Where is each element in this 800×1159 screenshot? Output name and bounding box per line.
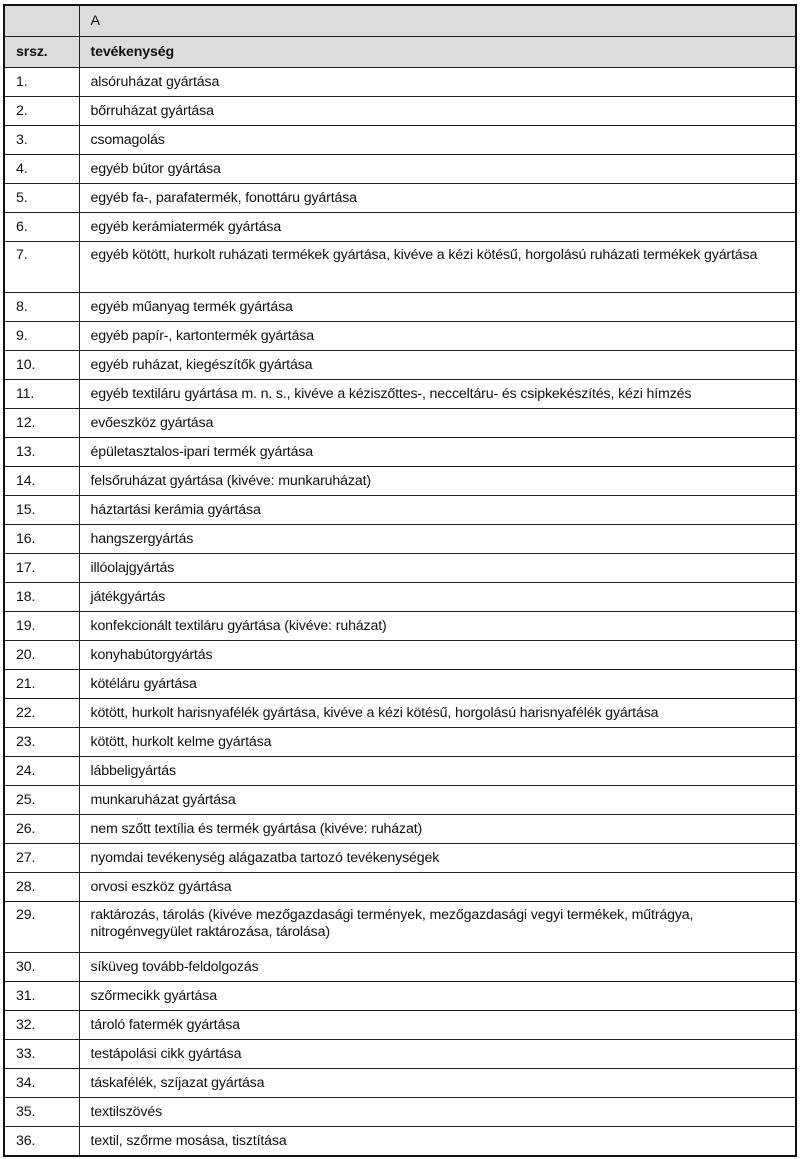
row-activity: textilszövés bbox=[79, 1098, 796, 1127]
row-activity: játékgyártás bbox=[79, 583, 796, 612]
table-row bbox=[4, 1127, 796, 1157]
table-row bbox=[4, 68, 796, 97]
row-activity: táskafélék, szíjazat gyártása bbox=[79, 1069, 796, 1098]
table-row bbox=[4, 213, 796, 242]
row-number: 13. bbox=[4, 438, 79, 467]
table-row bbox=[4, 873, 796, 902]
row-number: 21. bbox=[4, 670, 79, 699]
table-row bbox=[4, 699, 796, 728]
header-number: srsz. bbox=[4, 37, 79, 68]
row-activity: testápolási cikk gyártása bbox=[79, 1040, 796, 1069]
row-number: 33. bbox=[4, 1040, 79, 1069]
row-number: 32. bbox=[4, 1011, 79, 1040]
row-activity: nyomdai tevékenység alágazatba tartozó tevékenységek bbox=[79, 844, 796, 873]
row-activity: lábbeligyártás bbox=[79, 757, 796, 786]
table-row bbox=[4, 844, 796, 873]
row-number: 20. bbox=[4, 641, 79, 670]
row-number: 1. bbox=[4, 68, 79, 97]
row-number: 5. bbox=[4, 184, 79, 213]
row-activity: textil, szőrme mosása, tisztítása bbox=[79, 1127, 796, 1157]
table-row bbox=[4, 293, 796, 322]
row-activity: egyéb bútor gyártása bbox=[79, 155, 796, 184]
table-row bbox=[4, 786, 796, 815]
row-number: 25. bbox=[4, 786, 79, 815]
row-activity: kötött, hurkolt harisnyafélék gyártása, kivéve a kézi kötésű, horgolású harisnyafélék gyártása bbox=[79, 699, 796, 728]
row-number: 24. bbox=[4, 757, 79, 786]
table-row bbox=[4, 554, 796, 583]
row-activity: síküveg tovább-feldolgozás bbox=[79, 953, 796, 982]
header-row bbox=[4, 37, 796, 68]
row-activity: alsóruházat gyártása bbox=[79, 68, 796, 97]
row-activity: épületasztalos-ipari termék gyártása bbox=[79, 438, 796, 467]
column-letter-empty-cell bbox=[4, 5, 79, 37]
row-number: 8. bbox=[4, 293, 79, 322]
table-row bbox=[4, 242, 796, 293]
table-row bbox=[4, 155, 796, 184]
row-activity: csomagolás bbox=[79, 126, 796, 155]
row-number: 27. bbox=[4, 844, 79, 873]
row-activity: tároló fatermék gyártása bbox=[79, 1011, 796, 1040]
row-activity: konyhabútorgyártás bbox=[79, 641, 796, 670]
column-letter-row bbox=[4, 5, 796, 37]
row-number: 6. bbox=[4, 213, 79, 242]
table-row bbox=[4, 728, 796, 757]
table-row bbox=[4, 757, 796, 786]
table-row bbox=[4, 583, 796, 612]
row-number: 18. bbox=[4, 583, 79, 612]
row-number: 10. bbox=[4, 351, 79, 380]
row-activity: háztartási kerámia gyártása bbox=[79, 496, 796, 525]
row-number: 4. bbox=[4, 155, 79, 184]
row-number: 16. bbox=[4, 525, 79, 554]
table-row bbox=[4, 953, 796, 982]
row-activity: szőrmecikk gyártása bbox=[79, 982, 796, 1011]
table-row bbox=[4, 1040, 796, 1069]
table-row bbox=[4, 982, 796, 1011]
row-activity: felsőruházat gyártása (kivéve: munkaruházat) bbox=[79, 467, 796, 496]
row-number: 9. bbox=[4, 322, 79, 351]
row-activity: egyéb ruházat, kiegészítők gyártása bbox=[79, 351, 796, 380]
activity-table-container bbox=[3, 4, 795, 1157]
column-letter-cell: A bbox=[79, 5, 796, 37]
activity-table bbox=[3, 4, 797, 1157]
table-row bbox=[4, 351, 796, 380]
row-activity: egyéb fa-, parafatermék, fonottáru gyártása bbox=[79, 184, 796, 213]
row-number: 28. bbox=[4, 873, 79, 902]
row-number: 35. bbox=[4, 1098, 79, 1127]
table-row bbox=[4, 612, 796, 641]
row-activity: munkaruházat gyártása bbox=[79, 786, 796, 815]
row-activity: egyéb papír-, kartontermék gyártása bbox=[79, 322, 796, 351]
row-activity: konfekcionált textiláru gyártása (kivéve: ruházat) bbox=[79, 612, 796, 641]
row-activity: hangszergyártás bbox=[79, 525, 796, 554]
table-row bbox=[4, 496, 796, 525]
table-row bbox=[4, 97, 796, 126]
row-activity: orvosi eszköz gyártása bbox=[79, 873, 796, 902]
row-number: 29. bbox=[4, 902, 79, 953]
row-number: 19. bbox=[4, 612, 79, 641]
row-number: 3. bbox=[4, 126, 79, 155]
table-row bbox=[4, 1069, 796, 1098]
row-activity: nem szőtt textília és termék gyártása (kivéve: ruházat) bbox=[79, 815, 796, 844]
row-activity: egyéb kötött, hurkolt ruházati termékek gyártása, kivéve a kézi kötésű, horgolású ruházati termékek gyártása bbox=[79, 242, 796, 293]
row-number: 36. bbox=[4, 1127, 79, 1157]
table-row bbox=[4, 641, 796, 670]
row-number: 7. bbox=[4, 242, 79, 293]
table-row bbox=[4, 1011, 796, 1040]
row-number: 30. bbox=[4, 953, 79, 982]
row-number: 11. bbox=[4, 380, 79, 409]
row-activity: egyéb textiláru gyártása m. n. s., kivéve a kéziszőttes-, necceltáru- és csipkekészítés, kézi hímzés bbox=[79, 380, 796, 409]
table-row bbox=[4, 467, 796, 496]
row-activity: egyéb műanyag termék gyártása bbox=[79, 293, 796, 322]
table-row bbox=[4, 126, 796, 155]
row-number: 14. bbox=[4, 467, 79, 496]
table-row bbox=[4, 902, 796, 953]
table-row bbox=[4, 184, 796, 213]
row-activity: raktározás, tárolás (kivéve mezőgazdasági termények, mezőgazdasági vegyi termékek, műtrágya, nitrogénvegyület raktározása, tárolása) bbox=[79, 902, 796, 953]
row-number: 23. bbox=[4, 728, 79, 757]
table-row bbox=[4, 815, 796, 844]
row-activity: egyéb kerámiatermék gyártása bbox=[79, 213, 796, 242]
table-row bbox=[4, 525, 796, 554]
row-activity: evőeszköz gyártása bbox=[79, 409, 796, 438]
row-number: 12. bbox=[4, 409, 79, 438]
row-number: 31. bbox=[4, 982, 79, 1011]
row-number: 26. bbox=[4, 815, 79, 844]
row-number: 17. bbox=[4, 554, 79, 583]
table-row bbox=[4, 1098, 796, 1127]
row-number: 15. bbox=[4, 496, 79, 525]
row-number: 22. bbox=[4, 699, 79, 728]
row-activity: kötéláru gyártása bbox=[79, 670, 796, 699]
row-activity: illóolajgyártás bbox=[79, 554, 796, 583]
table-row bbox=[4, 670, 796, 699]
row-number: 2. bbox=[4, 97, 79, 126]
table-row bbox=[4, 438, 796, 467]
table-row bbox=[4, 380, 796, 409]
table-row bbox=[4, 322, 796, 351]
header-activity: tevékenység bbox=[79, 37, 796, 68]
row-activity: kötött, hurkolt kelme gyártása bbox=[79, 728, 796, 757]
row-number: 34. bbox=[4, 1069, 79, 1098]
row-activity: bőrruházat gyártása bbox=[79, 97, 796, 126]
table-row bbox=[4, 409, 796, 438]
